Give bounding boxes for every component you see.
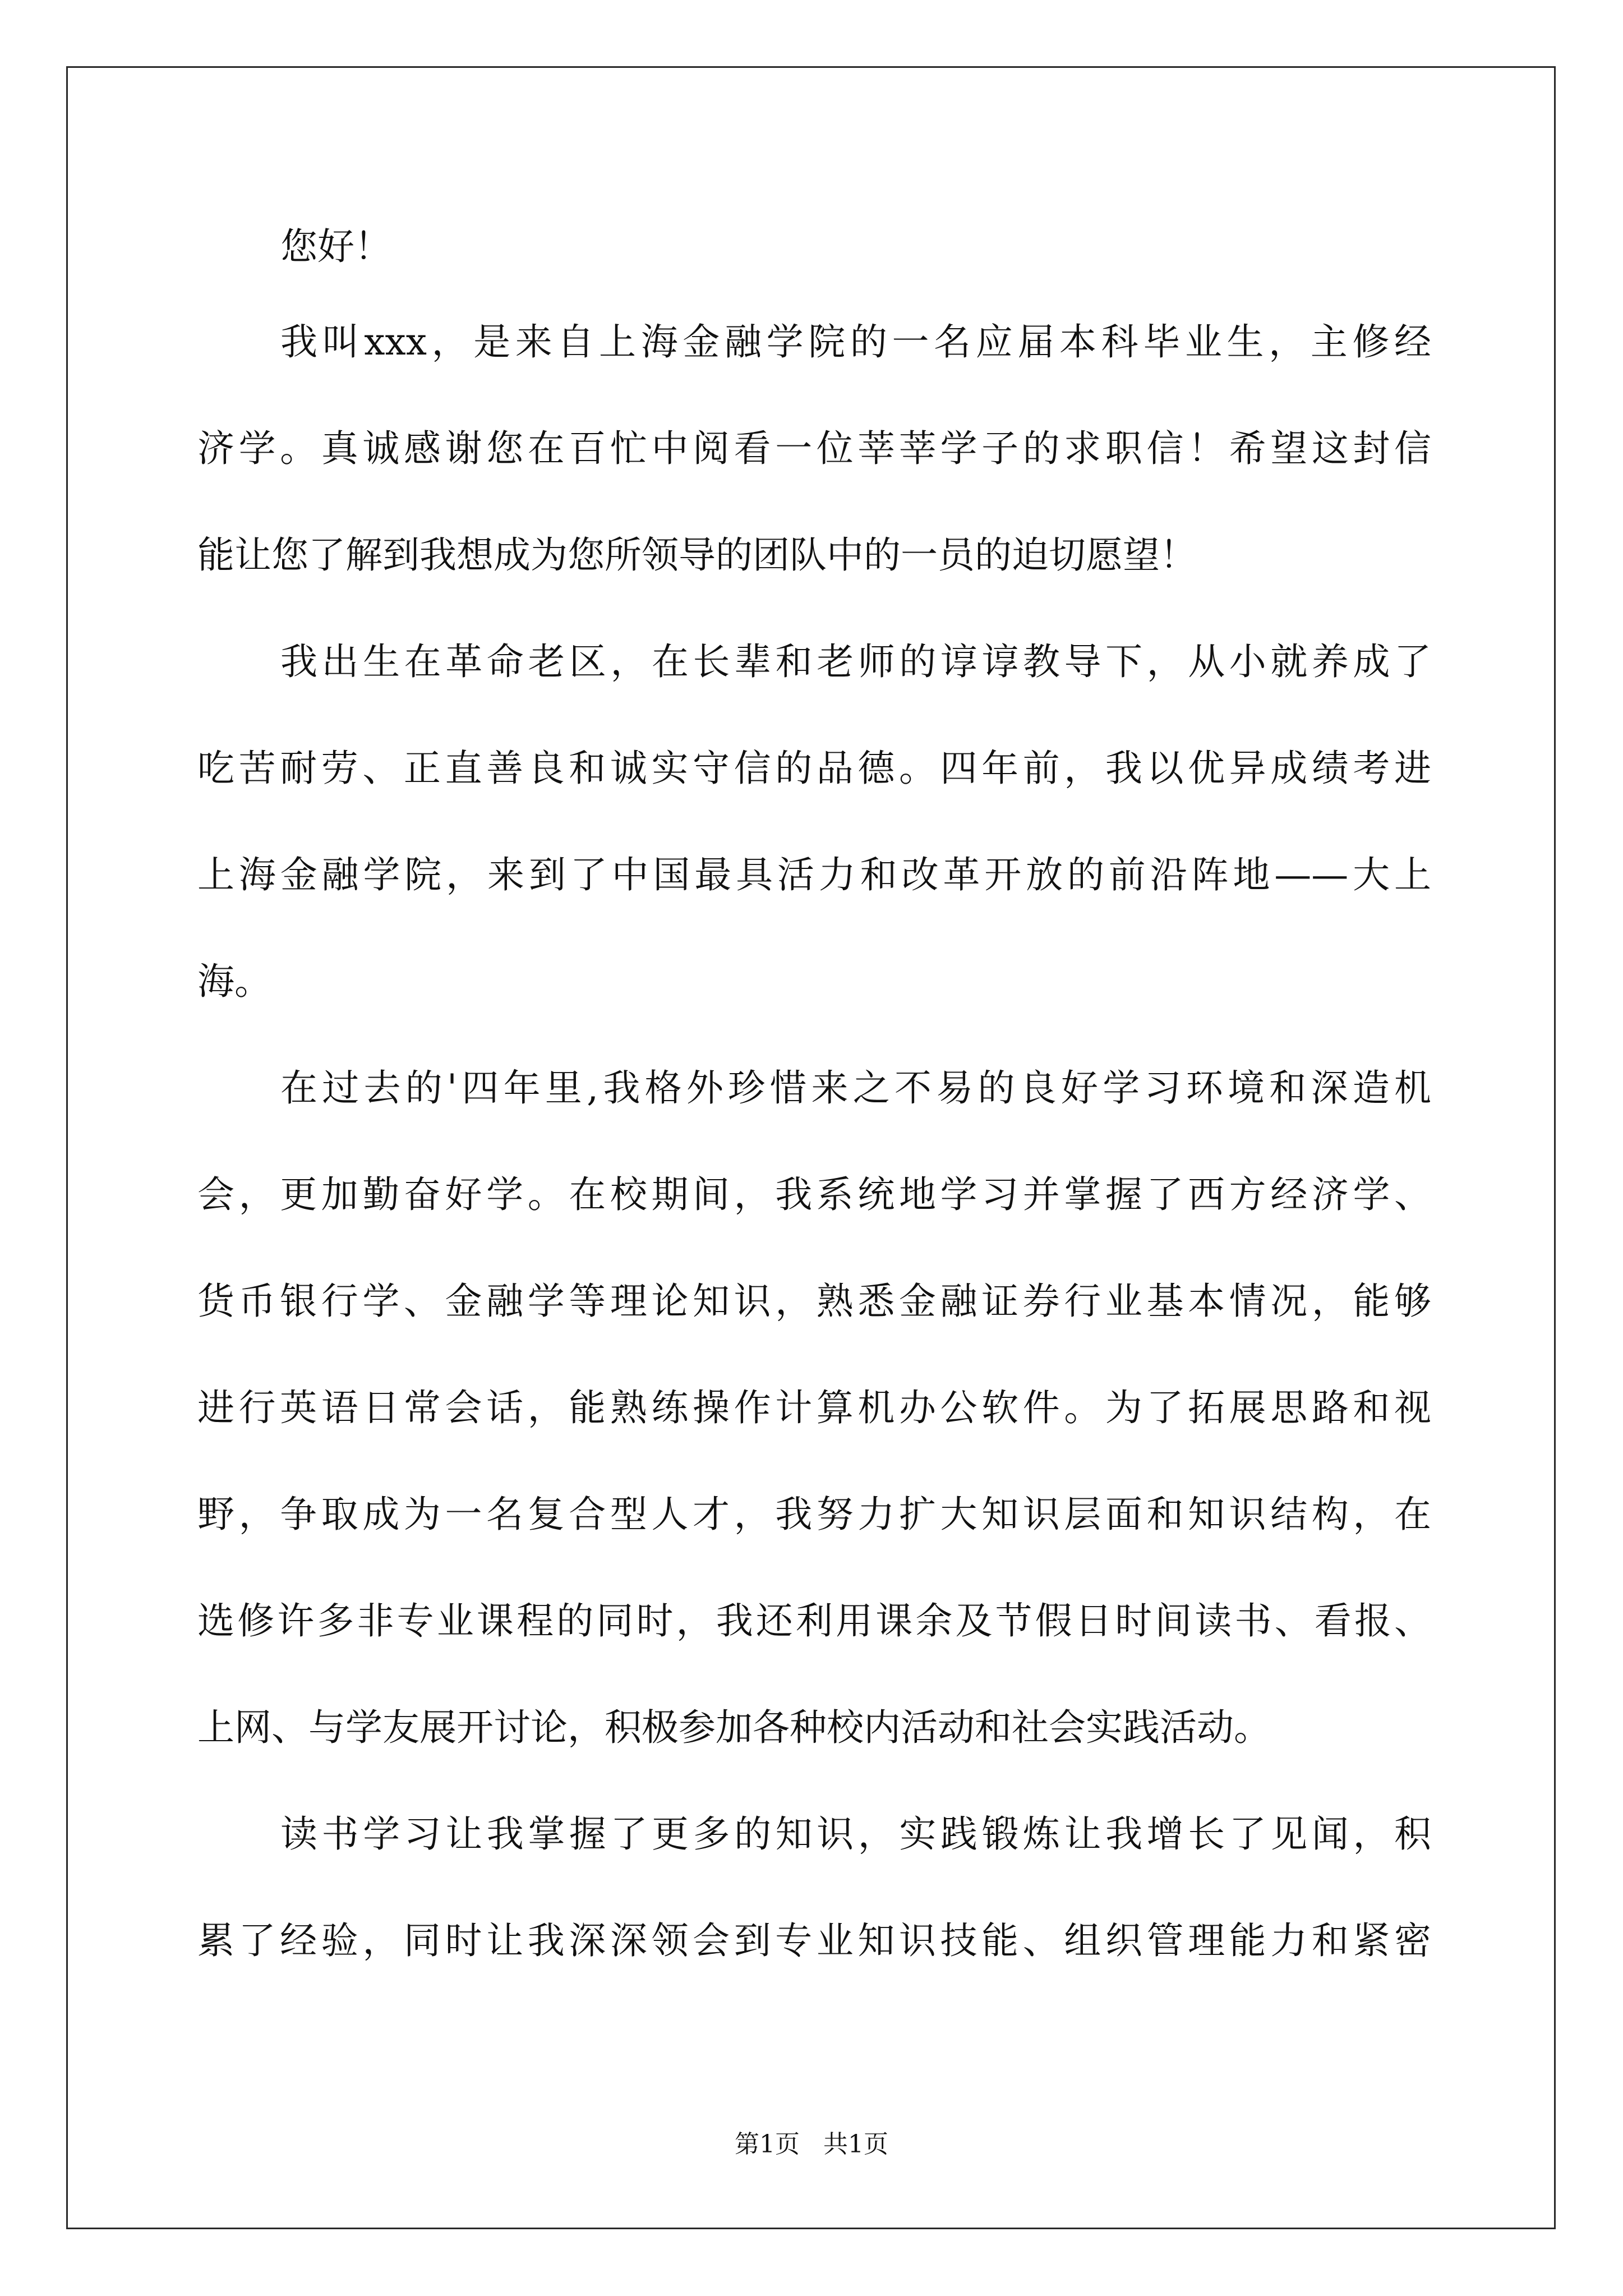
paragraph-2-line-4: 海。 xyxy=(197,960,271,1003)
paragraph-3-line-6: 选修许多非专业课程的同时，我还利用课余及节假日时间读书、看报、 xyxy=(197,1599,1431,1642)
paragraph-3-line-2: 会，更加勤奋好学。在校期间，我系统地学习并掌握了西方经济学、 xyxy=(197,1173,1431,1216)
paragraph-3-line-4: 进行英语日常会话，能熟练操作计算机办公软件。为了拓展思路和视 xyxy=(197,1386,1431,1429)
page-border xyxy=(66,66,1556,2229)
paragraph-3-line-1: 在过去的'四年里,我格外珍惜来之不易的良好学习环境和深造机 xyxy=(280,1066,1431,1110)
greeting-line: 您好！ xyxy=(280,225,391,268)
paragraph-2-line-2: 吃苦耐劳、正直善良和诚实守信的品德。四年前，我以优异成绩考进 xyxy=(197,747,1431,790)
paragraph-4-line-2: 累了经验，同时让我深深领会到专业知识技能、组织管理能力和紧密 xyxy=(197,1919,1431,1962)
paragraph-4-line-1: 读书学习让我掌握了更多的知识，实践锻炼让我增长了见闻，积 xyxy=(280,1812,1431,1856)
paragraph-2-line-1: 我出生在革命老区，在长辈和老师的谆谆教导下，从小就养成了 xyxy=(280,640,1431,683)
page-total: 共1页 xyxy=(823,2130,888,2159)
paragraph-3-line-3: 货币银行学、金融学等理论知识，熟悉金融证券行业基本情况，能够 xyxy=(197,1280,1431,1323)
page-footer xyxy=(0,2129,1623,2160)
paragraph-1-line-1: 我叫xxx，是来自上海金融学院的一名应届本科毕业生，主修经 xyxy=(280,320,1431,364)
paragraph-3-line-5: 野，争取成为一名复合型人才，我努力扩大知识层面和知识结构，在 xyxy=(197,1493,1431,1536)
paragraph-1-line-2: 济学。真诚感谢您在百忙中阅看一位莘莘学子的求职信！希望这封信 xyxy=(197,427,1431,470)
page-number: 第1页 xyxy=(735,2130,800,2159)
paragraph-1-line-3: 能让您了解到我想成为您所领导的团队中的一员的迫切愿望！ xyxy=(197,533,1197,577)
paragraph-3-line-7: 上网、与学友展开讨论，积极参加各种校内活动和社会实践活动。 xyxy=(197,1706,1271,1749)
paragraph-2-line-3: 上海金融学院，来到了中国最具活力和改革开放的前沿阵地——大上 xyxy=(197,853,1431,896)
